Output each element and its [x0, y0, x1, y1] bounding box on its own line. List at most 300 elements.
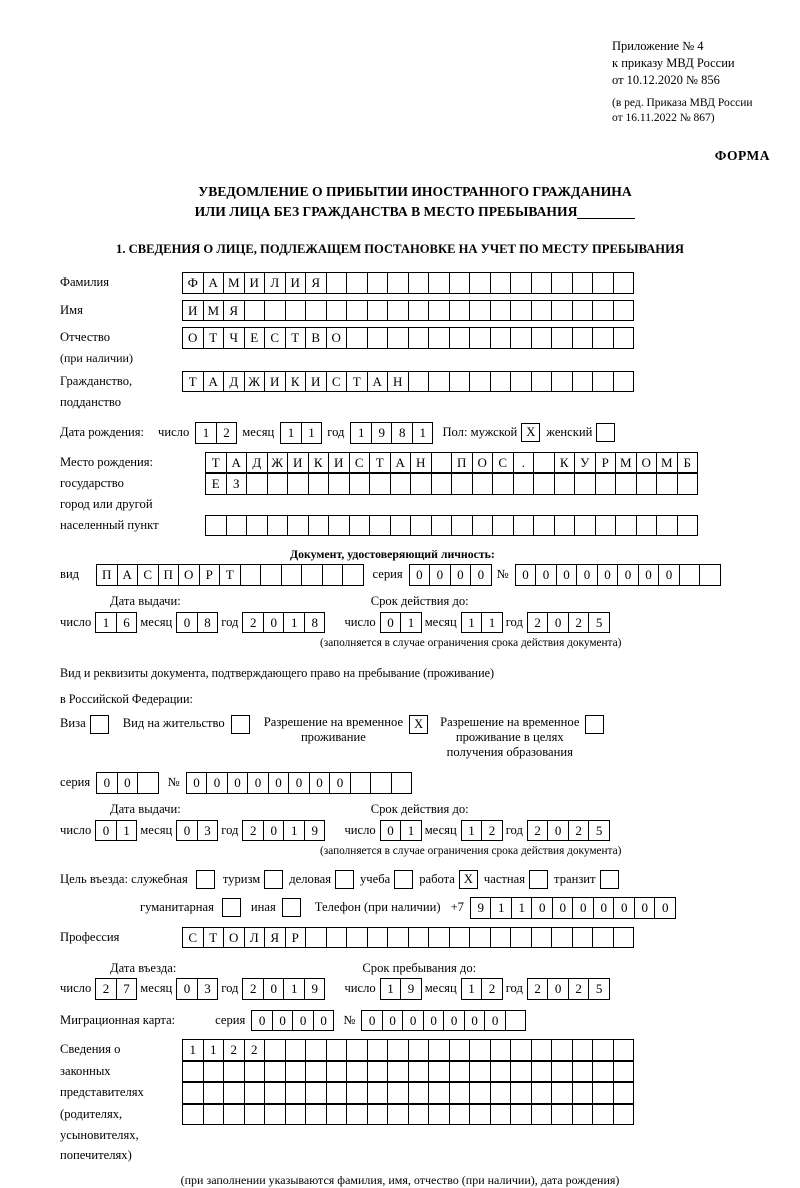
birth-day-cells[interactable] — [195, 422, 236, 444]
form-cell[interactable] — [533, 452, 555, 474]
form-cell[interactable]: О — [326, 327, 348, 349]
form-cell[interactable] — [387, 1061, 409, 1083]
form-cell[interactable] — [469, 1061, 491, 1083]
form-cell[interactable]: И — [244, 272, 266, 294]
form-cell[interactable]: 5 — [588, 978, 610, 1000]
form-cell[interactable] — [490, 1061, 512, 1083]
form-cell[interactable] — [260, 564, 282, 586]
form-cell[interactable]: 9 — [304, 820, 326, 842]
form-cell[interactable] — [391, 772, 413, 794]
form-cell[interactable]: О — [472, 452, 494, 474]
form-cell[interactable] — [449, 927, 471, 949]
form-cell[interactable] — [469, 1104, 491, 1126]
form-cell[interactable] — [305, 1082, 327, 1104]
form-cell[interactable] — [592, 300, 614, 322]
doc-issue-day-cells[interactable] — [95, 612, 136, 634]
form-cell[interactable]: 0 — [450, 564, 472, 586]
form-cell[interactable]: 0 — [464, 1010, 486, 1032]
form-cell[interactable] — [510, 1039, 532, 1061]
form-cell[interactable] — [431, 515, 453, 537]
form-cell[interactable] — [551, 1082, 573, 1104]
purpose-other-checkbox[interactable] — [282, 898, 301, 917]
purpose-private-checkbox[interactable] — [529, 870, 548, 889]
form-cell[interactable] — [240, 564, 262, 586]
form-cell[interactable] — [449, 1039, 471, 1061]
form-cell[interactable] — [387, 1039, 409, 1061]
form-cell[interactable] — [285, 1039, 307, 1061]
form-cell[interactable] — [182, 1082, 204, 1104]
form-cell[interactable]: Ж — [244, 371, 266, 393]
form-cell[interactable] — [346, 327, 368, 349]
form-cell[interactable] — [328, 515, 350, 537]
purpose-official-checkbox[interactable] — [196, 870, 215, 889]
form-cell[interactable]: 1 — [203, 1039, 225, 1061]
form-cell[interactable] — [408, 300, 430, 322]
form-cell[interactable] — [636, 515, 658, 537]
form-cell[interactable] — [592, 272, 614, 294]
form-cell[interactable]: 1 — [350, 422, 372, 444]
form-cell[interactable] — [449, 1061, 471, 1083]
form-cell[interactable] — [595, 473, 617, 495]
form-cell[interactable]: И — [328, 452, 350, 474]
form-cell[interactable] — [510, 300, 532, 322]
form-cell[interactable]: 0 — [597, 564, 619, 586]
form-cell[interactable]: Е — [205, 473, 227, 495]
form-cell[interactable]: Т — [203, 327, 225, 349]
visa-checkbox[interactable] — [90, 715, 109, 734]
doc-issue-month-cells[interactable] — [176, 612, 217, 634]
form-cell[interactable] — [246, 473, 268, 495]
name-cells[interactable] — [182, 300, 633, 322]
form-cell[interactable] — [410, 473, 432, 495]
form-cell[interactable] — [428, 1082, 450, 1104]
form-cell[interactable]: 1 — [511, 897, 533, 919]
form-cell[interactable] — [613, 1039, 635, 1061]
stay-until-day-cells[interactable] — [380, 978, 421, 1000]
form-cell[interactable]: 0 — [531, 897, 553, 919]
stay-number-cells[interactable] — [186, 772, 412, 794]
form-cell[interactable]: 6 — [116, 612, 138, 634]
profession-cells[interactable] — [182, 927, 633, 949]
form-cell[interactable] — [592, 371, 614, 393]
birthplace-cells-row2[interactable] — [205, 473, 697, 495]
form-cell[interactable] — [390, 473, 412, 495]
form-cell[interactable]: 0 — [117, 772, 139, 794]
form-cell[interactable] — [592, 1082, 614, 1104]
form-cell[interactable]: 2 — [527, 612, 549, 634]
form-cell[interactable] — [469, 1039, 491, 1061]
form-cell[interactable]: А — [226, 452, 248, 474]
form-cell[interactable] — [449, 371, 471, 393]
form-cell[interactable] — [267, 473, 289, 495]
form-cell[interactable] — [367, 1039, 389, 1061]
form-cell[interactable] — [613, 371, 635, 393]
form-cell[interactable] — [510, 272, 532, 294]
form-cell[interactable] — [182, 1061, 204, 1083]
form-cell[interactable] — [428, 1061, 450, 1083]
form-cell[interactable] — [472, 473, 494, 495]
form-cell[interactable] — [449, 1104, 471, 1126]
form-cell[interactable]: 3 — [197, 820, 219, 842]
form-cell[interactable] — [431, 473, 453, 495]
form-cell[interactable] — [615, 515, 637, 537]
form-cell[interactable]: 8 — [197, 612, 219, 634]
form-cell[interactable] — [328, 473, 350, 495]
form-cell[interactable] — [431, 452, 453, 474]
form-cell[interactable]: 2 — [568, 978, 590, 1000]
form-cell[interactable]: А — [203, 371, 225, 393]
form-cell[interactable] — [554, 515, 576, 537]
form-cell[interactable] — [264, 1039, 286, 1061]
edu-residence-checkbox[interactable] — [585, 715, 604, 734]
form-cell[interactable]: Н — [410, 452, 432, 474]
form-cell[interactable]: 1 — [283, 820, 305, 842]
form-cell[interactable] — [613, 300, 635, 322]
form-cell[interactable] — [679, 564, 701, 586]
form-cell[interactable] — [264, 1082, 286, 1104]
form-cell[interactable]: 2 — [244, 1039, 266, 1061]
form-cell[interactable]: Т — [346, 371, 368, 393]
form-cell[interactable] — [408, 327, 430, 349]
form-cell[interactable] — [322, 564, 344, 586]
form-cell[interactable]: 1 — [490, 897, 512, 919]
form-cell[interactable]: 0 — [382, 1010, 404, 1032]
form-cell[interactable] — [264, 300, 286, 322]
form-cell[interactable] — [346, 1039, 368, 1061]
form-cell[interactable] — [574, 473, 596, 495]
purpose-humanitarian-checkbox[interactable] — [222, 898, 241, 917]
doc-valid-month-cells[interactable] — [461, 612, 502, 634]
form-cell[interactable]: 0 — [263, 820, 285, 842]
form-cell[interactable]: 0 — [429, 564, 451, 586]
form-cell[interactable] — [387, 927, 409, 949]
form-cell[interactable] — [205, 515, 227, 537]
form-cell[interactable] — [223, 1061, 245, 1083]
form-cell[interactable] — [367, 927, 389, 949]
form-cell[interactable] — [592, 1061, 614, 1083]
form-cell[interactable]: 0 — [186, 772, 208, 794]
form-cell[interactable]: 1 — [301, 422, 323, 444]
form-cell[interactable]: Л — [264, 272, 286, 294]
form-cell[interactable] — [346, 1104, 368, 1126]
form-cell[interactable] — [451, 515, 473, 537]
form-cell[interactable]: Д — [246, 452, 268, 474]
form-cell[interactable]: 2 — [242, 820, 264, 842]
form-cell[interactable]: К — [285, 371, 307, 393]
form-cell[interactable] — [469, 272, 491, 294]
form-cell[interactable]: 0 — [176, 612, 198, 634]
form-cell[interactable]: 0 — [329, 772, 351, 794]
form-cell[interactable] — [490, 1039, 512, 1061]
form-cell[interactable] — [203, 1082, 225, 1104]
form-cell[interactable] — [513, 515, 535, 537]
stay-until-month-cells[interactable] — [461, 978, 502, 1000]
form-cell[interactable] — [267, 515, 289, 537]
form-cell[interactable]: Б — [677, 452, 699, 474]
form-cell[interactable] — [349, 515, 371, 537]
form-cell[interactable]: 0 — [593, 897, 615, 919]
temp-residence-checkbox[interactable]: X — [409, 715, 428, 734]
stay-issue-day-cells[interactable] — [95, 820, 136, 842]
form-cell[interactable] — [244, 1082, 266, 1104]
form-cell[interactable] — [346, 300, 368, 322]
form-cell[interactable] — [490, 1104, 512, 1126]
form-cell[interactable] — [613, 927, 635, 949]
form-cell[interactable]: 1 — [283, 612, 305, 634]
form-cell[interactable]: М — [615, 452, 637, 474]
residence-permit-checkbox[interactable] — [231, 715, 250, 734]
form-cell[interactable]: С — [349, 452, 371, 474]
form-cell[interactable]: 0 — [572, 897, 594, 919]
form-cell[interactable] — [223, 1104, 245, 1126]
form-cell[interactable] — [408, 927, 430, 949]
form-cell[interactable]: Л — [244, 927, 266, 949]
sex-male-checkbox[interactable]: X — [521, 423, 540, 442]
form-cell[interactable]: О — [223, 927, 245, 949]
form-cell[interactable] — [613, 272, 635, 294]
form-cell[interactable]: 0 — [263, 978, 285, 1000]
form-cell[interactable] — [595, 515, 617, 537]
form-cell[interactable] — [592, 1039, 614, 1061]
form-cell[interactable] — [305, 1039, 327, 1061]
form-cell[interactable]: 1 — [116, 820, 138, 842]
stay-valid-day-cells[interactable] — [380, 820, 421, 842]
surname-cells[interactable] — [182, 272, 633, 294]
form-cell[interactable] — [613, 1082, 635, 1104]
form-cell[interactable] — [428, 1039, 450, 1061]
form-cell[interactable]: Т — [203, 927, 225, 949]
form-cell[interactable]: 1 — [380, 978, 402, 1000]
form-cell[interactable]: . — [513, 452, 535, 474]
form-cell[interactable]: 0 — [470, 564, 492, 586]
form-cell[interactable] — [264, 1104, 286, 1126]
phone-cells[interactable] — [470, 897, 675, 919]
form-cell[interactable] — [490, 927, 512, 949]
form-cell[interactable]: 2 — [568, 612, 590, 634]
form-cell[interactable] — [677, 473, 699, 495]
birthplace-cells-row1[interactable] — [205, 452, 697, 474]
form-cell[interactable] — [346, 927, 368, 949]
form-cell[interactable]: 2 — [216, 422, 238, 444]
form-cell[interactable]: Е — [244, 327, 266, 349]
form-cell[interactable] — [244, 1104, 266, 1126]
form-cell[interactable] — [469, 371, 491, 393]
form-cell[interactable] — [370, 772, 392, 794]
form-cell[interactable] — [428, 1104, 450, 1126]
form-cell[interactable]: 7 — [116, 978, 138, 1000]
form-cell[interactable] — [223, 1082, 245, 1104]
form-cell[interactable]: 0 — [176, 978, 198, 1000]
entry-day-cells[interactable] — [95, 978, 136, 1000]
form-cell[interactable] — [615, 473, 637, 495]
form-cell[interactable] — [449, 272, 471, 294]
form-cell[interactable]: 1 — [95, 612, 117, 634]
form-cell[interactable]: И — [305, 371, 327, 393]
form-cell[interactable] — [281, 564, 303, 586]
form-cell[interactable] — [592, 1104, 614, 1126]
citizenship-cells[interactable] — [182, 371, 633, 393]
form-cell[interactable] — [428, 927, 450, 949]
form-cell[interactable] — [367, 327, 389, 349]
form-cell[interactable] — [490, 1082, 512, 1104]
legal-rep-cells-row1[interactable] — [182, 1039, 633, 1061]
form-cell[interactable] — [510, 371, 532, 393]
form-cell[interactable]: Я — [223, 300, 245, 322]
form-cell[interactable]: Д — [223, 371, 245, 393]
form-cell[interactable]: С — [492, 452, 514, 474]
stay-series-cells[interactable] — [96, 772, 158, 794]
form-cell[interactable]: 0 — [268, 772, 290, 794]
entry-year-cells[interactable] — [242, 978, 324, 1000]
form-cell[interactable]: О — [636, 452, 658, 474]
form-cell[interactable]: А — [367, 371, 389, 393]
form-cell[interactable] — [367, 1104, 389, 1126]
form-cell[interactable] — [349, 473, 371, 495]
form-cell[interactable] — [490, 300, 512, 322]
form-cell[interactable] — [326, 300, 348, 322]
form-cell[interactable] — [510, 1082, 532, 1104]
form-cell[interactable]: 2 — [242, 612, 264, 634]
form-cell[interactable]: М — [656, 452, 678, 474]
form-cell[interactable]: Я — [305, 272, 327, 294]
form-cell[interactable]: 3 — [197, 978, 219, 1000]
form-cell[interactable]: 0 — [402, 1010, 424, 1032]
form-cell[interactable] — [387, 272, 409, 294]
form-cell[interactable]: С — [326, 371, 348, 393]
form-cell[interactable] — [367, 300, 389, 322]
purpose-tourism-checkbox[interactable] — [264, 870, 283, 889]
form-cell[interactable]: 0 — [654, 897, 676, 919]
form-cell[interactable]: 2 — [527, 978, 549, 1000]
form-cell[interactable] — [677, 515, 699, 537]
form-cell[interactable] — [346, 272, 368, 294]
form-cell[interactable] — [551, 1061, 573, 1083]
form-cell[interactable]: 0 — [292, 1010, 314, 1032]
form-cell[interactable] — [531, 300, 553, 322]
form-cell[interactable]: Ф — [182, 272, 204, 294]
form-cell[interactable]: 0 — [443, 1010, 465, 1032]
purpose-study-checkbox[interactable] — [394, 870, 413, 889]
form-cell[interactable] — [554, 473, 576, 495]
form-cell[interactable] — [369, 515, 391, 537]
form-cell[interactable] — [137, 772, 159, 794]
form-cell[interactable] — [226, 515, 248, 537]
form-cell[interactable] — [551, 371, 573, 393]
form-cell[interactable] — [244, 300, 266, 322]
form-cell[interactable]: 0 — [176, 820, 198, 842]
form-cell[interactable] — [492, 515, 514, 537]
form-cell[interactable]: 9 — [470, 897, 492, 919]
form-cell[interactable]: 0 — [552, 897, 574, 919]
form-cell[interactable]: 1 — [461, 978, 483, 1000]
form-cell[interactable]: 1 — [195, 422, 217, 444]
form-cell[interactable]: 0 — [617, 564, 639, 586]
form-cell[interactable] — [572, 927, 594, 949]
form-cell[interactable]: 0 — [556, 564, 578, 586]
form-cell[interactable] — [367, 272, 389, 294]
form-cell[interactable] — [449, 327, 471, 349]
form-cell[interactable] — [551, 272, 573, 294]
form-cell[interactable]: И — [285, 272, 307, 294]
form-cell[interactable] — [410, 515, 432, 537]
form-cell[interactable]: И — [182, 300, 204, 322]
form-cell[interactable]: 0 — [272, 1010, 294, 1032]
form-cell[interactable] — [472, 515, 494, 537]
form-cell[interactable] — [572, 371, 594, 393]
form-cell[interactable]: 5 — [588, 612, 610, 634]
sex-female-checkbox[interactable] — [596, 423, 615, 442]
form-cell[interactable]: Т — [182, 371, 204, 393]
form-cell[interactable]: 0 — [380, 612, 402, 634]
migration-series-cells[interactable] — [251, 1010, 333, 1032]
form-cell[interactable] — [551, 300, 573, 322]
form-cell[interactable] — [572, 300, 594, 322]
form-cell[interactable]: 2 — [527, 820, 549, 842]
form-cell[interactable] — [592, 927, 614, 949]
stay-issue-month-cells[interactable] — [176, 820, 217, 842]
legal-rep-cells-row3[interactable] — [182, 1082, 633, 1104]
form-cell[interactable] — [387, 300, 409, 322]
form-cell[interactable]: 1 — [400, 612, 422, 634]
form-cell[interactable]: С — [182, 927, 204, 949]
form-cell[interactable]: И — [287, 452, 309, 474]
form-cell[interactable] — [531, 1104, 553, 1126]
form-cell[interactable]: 9 — [400, 978, 422, 1000]
form-cell[interactable] — [613, 1061, 635, 1083]
form-cell[interactable] — [308, 473, 330, 495]
form-cell[interactable]: 1 — [461, 820, 483, 842]
form-cell[interactable] — [510, 1061, 532, 1083]
form-cell[interactable] — [531, 927, 553, 949]
form-cell[interactable] — [346, 1061, 368, 1083]
form-cell[interactable]: 0 — [96, 772, 118, 794]
form-cell[interactable]: Т — [205, 452, 227, 474]
form-cell[interactable] — [449, 1082, 471, 1104]
form-cell[interactable] — [551, 927, 573, 949]
form-cell[interactable] — [285, 1104, 307, 1126]
form-cell[interactable]: 1 — [412, 422, 434, 444]
form-cell[interactable]: 0 — [361, 1010, 383, 1032]
form-cell[interactable] — [326, 1039, 348, 1061]
purpose-transit-checkbox[interactable] — [600, 870, 619, 889]
form-cell[interactable]: И — [264, 371, 286, 393]
form-cell[interactable] — [369, 473, 391, 495]
form-cell[interactable] — [513, 473, 535, 495]
legal-rep-cells-row4[interactable] — [182, 1104, 633, 1126]
form-cell[interactable] — [408, 1061, 430, 1083]
form-cell[interactable] — [390, 515, 412, 537]
form-cell[interactable] — [469, 327, 491, 349]
form-cell[interactable]: П — [451, 452, 473, 474]
form-cell[interactable] — [531, 327, 553, 349]
form-cell[interactable] — [572, 272, 594, 294]
form-cell[interactable]: С — [137, 564, 159, 586]
form-cell[interactable]: 0 — [227, 772, 249, 794]
form-cell[interactable] — [551, 327, 573, 349]
form-cell[interactable] — [531, 1039, 553, 1061]
form-cell[interactable] — [656, 515, 678, 537]
form-cell[interactable]: 0 — [95, 820, 117, 842]
form-cell[interactable]: Р — [285, 927, 307, 949]
birth-month-cells[interactable] — [280, 422, 321, 444]
form-cell[interactable] — [326, 1104, 348, 1126]
doc-valid-day-cells[interactable] — [380, 612, 421, 634]
form-cell[interactable] — [308, 515, 330, 537]
form-cell[interactable]: 0 — [535, 564, 557, 586]
form-cell[interactable] — [451, 473, 473, 495]
form-cell[interactable] — [510, 927, 532, 949]
form-cell[interactable] — [699, 564, 721, 586]
